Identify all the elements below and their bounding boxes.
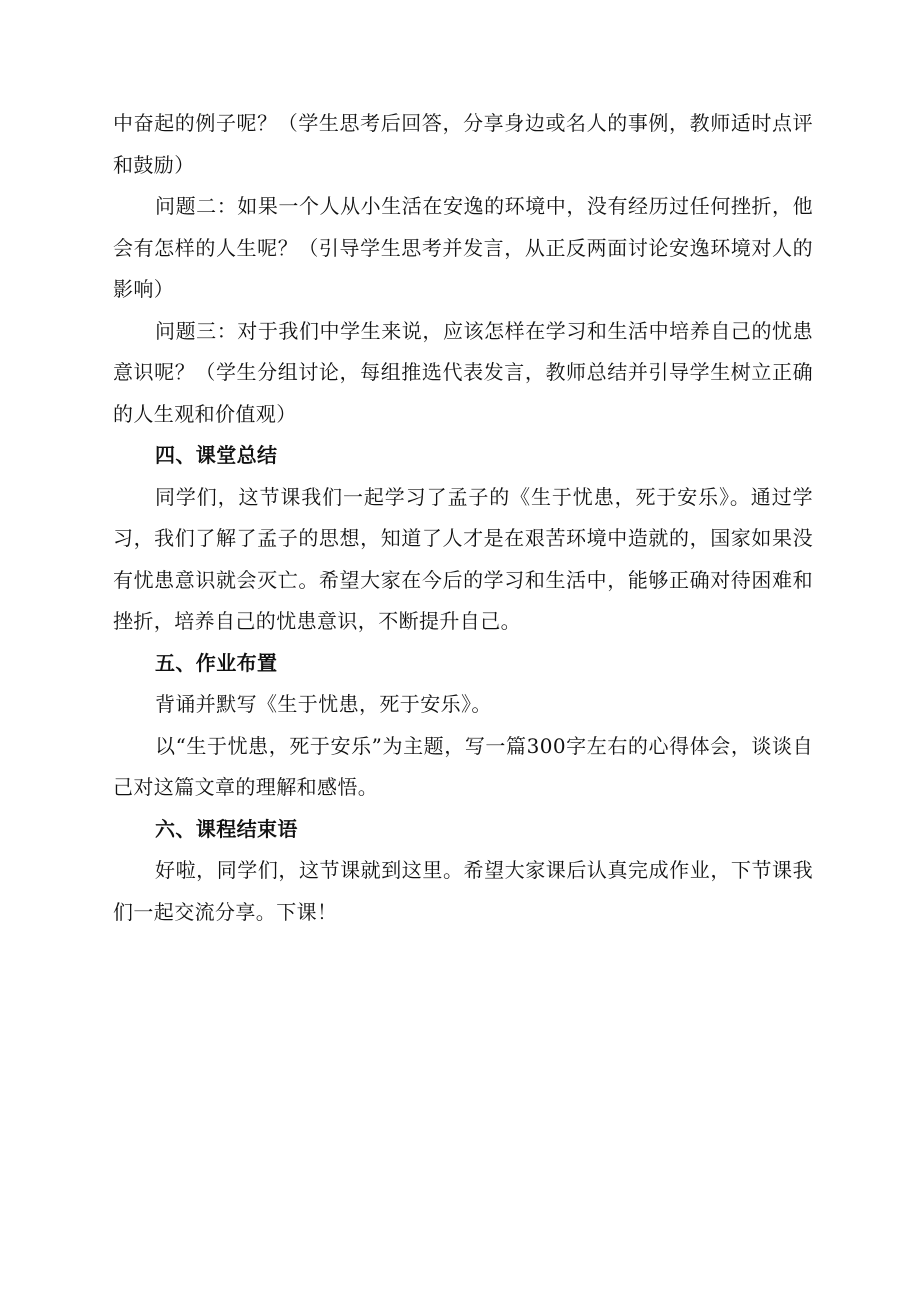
paragraph-question-three: 问题三：对于我们中学生来说，应该怎样在学习和生活中培养自己的忧患意识呢？（学生分组讨论，每组推选代表发言，教师总结并引导学生树立正确的人生观和价值观）: [113, 318, 813, 426]
paragraph-class-summary: 同学们，这节课我们一起学习了孟子的《生于忧患，死于安乐》。通过学习，我们了解了孟子的思想，知道了人才是在艰苦环境中造就的，国家如果没有忧患意识就会灭亡。希望大家在今后的学习和生活中，能够正确对待困难和挫折，培养自己的忧患意识，不断提升自己。: [113, 484, 813, 633]
paragraph-homework-essay: 以“生于忧患，死于安乐”为主题，写一篇300字左右的心得体会，谈谈自己对这篇文章的理解和感悟。: [113, 733, 813, 799]
heading-homework: 五、作业布置: [155, 650, 278, 675]
paragraph-closing: 好啦，同学们，这节课就到这里。希望大家课后认真完成作业，下节课我们一起交流分享。下课！: [113, 858, 813, 924]
paragraph-question-two: 问题二：如果一个人从小生活在安逸的环境中，没有经历过任何挫折，他会有怎样的人生呢？（引导学生思考并发言，从正反两面讨论安逸环境对人的影响）: [113, 194, 813, 301]
paragraph-continuation: 中奋起的例子呢？（学生思考后回答，分享身边或名人的事例，教师适时点评和鼓励）: [113, 111, 813, 177]
document-body: [113, 103, 813, 933]
paragraph-homework-recite: 背诵并默写《生于忧患，死于安乐》。: [155, 692, 492, 716]
heading-class-summary: 四、课堂总结: [155, 443, 278, 467]
heading-closing: 六、课程结束语: [155, 816, 298, 841]
